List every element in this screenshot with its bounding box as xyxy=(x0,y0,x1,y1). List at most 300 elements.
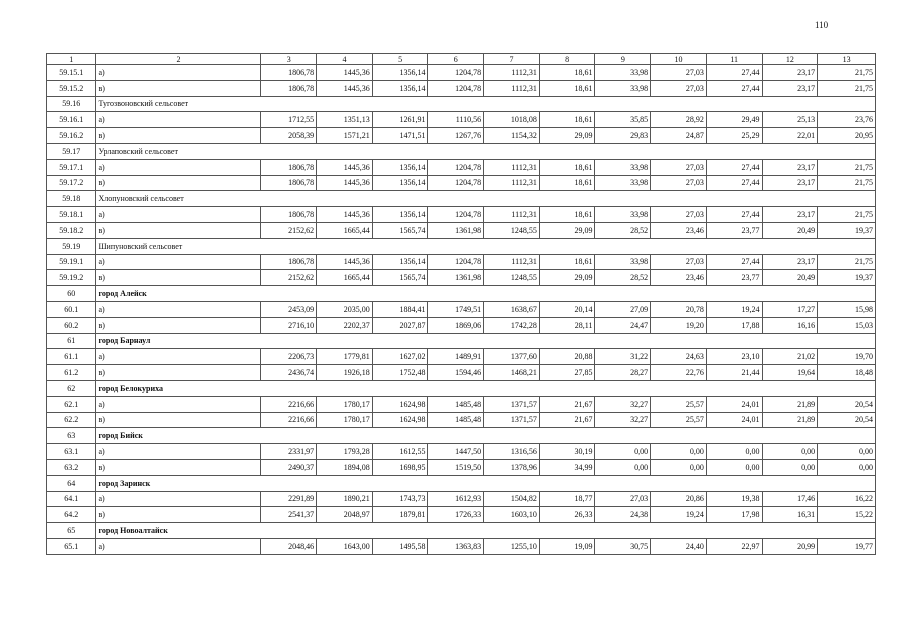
value-cell: 22,97 xyxy=(706,538,762,554)
value-cell: 1445,36 xyxy=(317,175,373,191)
value-cell: 20,14 xyxy=(539,301,595,317)
section-title: Урлаповский сельсовет xyxy=(96,143,876,159)
value-cell: 21,75 xyxy=(818,254,876,270)
row-code: 59.18 xyxy=(47,191,96,207)
column-header: 3 xyxy=(261,54,317,65)
value-cell: 2048,97 xyxy=(317,507,373,523)
value-cell: 18,61 xyxy=(539,80,595,96)
value-cell: 1594,46 xyxy=(428,365,484,381)
value-cell: 2152,62 xyxy=(261,270,317,286)
value-cell: 30,75 xyxy=(595,538,651,554)
value-cell: 2453,09 xyxy=(261,301,317,317)
value-cell: 1378,96 xyxy=(484,459,540,475)
section-title: город Барнаул xyxy=(96,333,876,349)
value-cell: 29,83 xyxy=(595,128,651,144)
value-cell: 0,00 xyxy=(651,459,707,475)
value-cell: 18,61 xyxy=(539,175,595,191)
section-row xyxy=(47,286,876,302)
section-row xyxy=(47,428,876,444)
value-cell: 29,09 xyxy=(539,270,595,286)
section-row xyxy=(47,380,876,396)
value-cell: 20,99 xyxy=(762,538,818,554)
value-cell: 27,09 xyxy=(595,301,651,317)
value-cell: 1806,78 xyxy=(261,159,317,175)
value-cell: 20,54 xyxy=(818,412,876,428)
row-code: 59.17.2 xyxy=(47,175,96,191)
row-code: 60 xyxy=(47,286,96,302)
value-cell: 1356,14 xyxy=(372,254,428,270)
value-cell: 2027,87 xyxy=(372,317,428,333)
value-cell: 24,01 xyxy=(706,412,762,428)
row-letter: в) xyxy=(96,128,261,144)
value-cell: 1742,28 xyxy=(484,317,540,333)
row-code: 62.1 xyxy=(47,396,96,412)
value-cell: 1267,76 xyxy=(428,128,484,144)
value-cell: 28,92 xyxy=(651,112,707,128)
row-code: 59.15.2 xyxy=(47,80,96,96)
value-cell: 18,61 xyxy=(539,112,595,128)
row-letter: а) xyxy=(96,112,261,128)
value-cell: 21,02 xyxy=(762,349,818,365)
value-cell: 1712,55 xyxy=(261,112,317,128)
value-cell: 31,22 xyxy=(595,349,651,365)
value-cell: 24,47 xyxy=(595,317,651,333)
value-cell: 27,03 xyxy=(651,159,707,175)
value-cell: 1356,14 xyxy=(372,65,428,81)
value-cell: 1519,50 xyxy=(428,459,484,475)
row-code: 64.1 xyxy=(47,491,96,507)
column-header: 13 xyxy=(818,54,876,65)
row-code: 60.1 xyxy=(47,301,96,317)
value-cell: 2436,74 xyxy=(261,365,317,381)
row-code: 64.2 xyxy=(47,507,96,523)
column-header: 4 xyxy=(317,54,373,65)
table-body xyxy=(47,65,876,555)
value-cell: 21,75 xyxy=(818,80,876,96)
value-cell: 1726,33 xyxy=(428,507,484,523)
value-cell: 1489,91 xyxy=(428,349,484,365)
table-row xyxy=(47,538,876,554)
row-letter: в) xyxy=(96,507,261,523)
value-cell: 1806,78 xyxy=(261,254,317,270)
value-cell: 1468,21 xyxy=(484,365,540,381)
section-row xyxy=(47,333,876,349)
value-cell: 1377,60 xyxy=(484,349,540,365)
value-cell: 2716,10 xyxy=(261,317,317,333)
value-cell: 27,44 xyxy=(706,254,762,270)
value-cell: 1749,51 xyxy=(428,301,484,317)
value-cell: 15,22 xyxy=(818,507,876,523)
value-cell: 22,01 xyxy=(762,128,818,144)
value-cell: 16,22 xyxy=(818,491,876,507)
value-cell: 24,40 xyxy=(651,538,707,554)
value-cell: 1780,17 xyxy=(317,412,373,428)
value-cell: 21,44 xyxy=(706,365,762,381)
row-code: 59.19 xyxy=(47,238,96,254)
value-cell: 1612,93 xyxy=(428,491,484,507)
value-cell: 20,54 xyxy=(818,396,876,412)
row-code: 59.17.1 xyxy=(47,159,96,175)
row-code: 65.1 xyxy=(47,538,96,554)
row-letter: в) xyxy=(96,222,261,238)
value-cell: 1248,55 xyxy=(484,222,540,238)
value-cell: 2058,39 xyxy=(261,128,317,144)
value-cell: 1504,82 xyxy=(484,491,540,507)
value-cell: 1363,83 xyxy=(428,538,484,554)
row-letter: в) xyxy=(96,270,261,286)
value-cell: 24,87 xyxy=(651,128,707,144)
table-row xyxy=(47,128,876,144)
column-header: 8 xyxy=(539,54,595,65)
value-cell: 1806,78 xyxy=(261,207,317,223)
value-cell: 17,88 xyxy=(706,317,762,333)
value-cell: 1316,56 xyxy=(484,444,540,460)
value-cell: 1371,57 xyxy=(484,396,540,412)
value-cell: 1643,00 xyxy=(317,538,373,554)
value-cell: 1445,36 xyxy=(317,159,373,175)
value-cell: 0,00 xyxy=(595,459,651,475)
table-row xyxy=(47,507,876,523)
value-cell: 19,70 xyxy=(818,349,876,365)
value-cell: 27,44 xyxy=(706,207,762,223)
value-cell: 23,46 xyxy=(651,270,707,286)
value-cell: 1565,74 xyxy=(372,270,428,286)
value-cell: 27,44 xyxy=(706,80,762,96)
value-cell: 27,03 xyxy=(651,207,707,223)
section-title: Хлопуновский сельсовет xyxy=(96,191,876,207)
value-cell: 23,17 xyxy=(762,254,818,270)
value-cell: 1445,36 xyxy=(317,207,373,223)
section-row xyxy=(47,238,876,254)
table-row xyxy=(47,112,876,128)
row-letter: в) xyxy=(96,80,261,96)
row-code: 62 xyxy=(47,380,96,396)
row-letter: а) xyxy=(96,301,261,317)
row-code: 59.15.1 xyxy=(47,65,96,81)
value-cell: 35,85 xyxy=(595,112,651,128)
row-letter: а) xyxy=(96,491,261,507)
row-code: 62.2 xyxy=(47,412,96,428)
column-header: 1 xyxy=(47,54,96,65)
value-cell: 27,03 xyxy=(651,80,707,96)
table-row xyxy=(47,365,876,381)
row-code: 63.1 xyxy=(47,444,96,460)
value-cell: 1361,98 xyxy=(428,270,484,286)
value-cell: 1612,55 xyxy=(372,444,428,460)
value-cell: 18,48 xyxy=(818,365,876,381)
row-code: 61 xyxy=(47,333,96,349)
value-cell: 18,61 xyxy=(539,65,595,81)
value-cell: 23,10 xyxy=(706,349,762,365)
table-row xyxy=(47,349,876,365)
value-cell: 2216,66 xyxy=(261,412,317,428)
value-cell: 29,49 xyxy=(706,112,762,128)
value-cell: 32,27 xyxy=(595,396,651,412)
value-cell: 33,98 xyxy=(595,159,651,175)
table-row xyxy=(47,301,876,317)
value-cell: 26,33 xyxy=(539,507,595,523)
value-cell: 1894,08 xyxy=(317,459,373,475)
value-cell: 2048,46 xyxy=(261,538,317,554)
value-cell: 1884,41 xyxy=(372,301,428,317)
value-cell: 33,98 xyxy=(595,207,651,223)
value-cell: 25,13 xyxy=(762,112,818,128)
value-cell: 21,75 xyxy=(818,159,876,175)
value-cell: 27,03 xyxy=(651,65,707,81)
value-cell: 1793,28 xyxy=(317,444,373,460)
row-letter: в) xyxy=(96,459,261,475)
value-cell: 21,89 xyxy=(762,396,818,412)
value-cell: 0,00 xyxy=(651,444,707,460)
row-letter: в) xyxy=(96,412,261,428)
value-cell: 21,75 xyxy=(818,207,876,223)
value-cell: 21,67 xyxy=(539,396,595,412)
value-cell: 1624,98 xyxy=(372,412,428,428)
value-cell: 20,95 xyxy=(818,128,876,144)
table-row xyxy=(47,491,876,507)
value-cell: 19,37 xyxy=(818,270,876,286)
value-cell: 0,00 xyxy=(818,459,876,475)
value-cell: 1361,98 xyxy=(428,222,484,238)
value-cell: 1779,81 xyxy=(317,349,373,365)
column-header: 7 xyxy=(484,54,540,65)
value-cell: 19,24 xyxy=(651,507,707,523)
value-cell: 0,00 xyxy=(706,459,762,475)
row-code: 59.19.1 xyxy=(47,254,96,270)
value-cell: 33,98 xyxy=(595,65,651,81)
value-cell: 1110,56 xyxy=(428,112,484,128)
value-cell: 24,38 xyxy=(595,507,651,523)
value-cell: 1638,67 xyxy=(484,301,540,317)
row-letter: а) xyxy=(96,349,261,365)
value-cell: 23,17 xyxy=(762,207,818,223)
value-cell: 18,77 xyxy=(539,491,595,507)
column-header: 12 xyxy=(762,54,818,65)
table-row xyxy=(47,175,876,191)
section-row xyxy=(47,96,876,112)
value-cell: 2202,37 xyxy=(317,317,373,333)
value-cell: 23,17 xyxy=(762,175,818,191)
value-cell: 25,57 xyxy=(651,396,707,412)
value-cell: 22,76 xyxy=(651,365,707,381)
value-cell: 20,78 xyxy=(651,301,707,317)
table-row xyxy=(47,444,876,460)
value-cell: 27,03 xyxy=(595,491,651,507)
value-cell: 17,98 xyxy=(706,507,762,523)
value-cell: 23,46 xyxy=(651,222,707,238)
row-code: 59.16 xyxy=(47,96,96,112)
value-cell: 19,38 xyxy=(706,491,762,507)
value-cell: 27,85 xyxy=(539,365,595,381)
section-row xyxy=(47,143,876,159)
row-letter: а) xyxy=(96,444,261,460)
value-cell: 1248,55 xyxy=(484,270,540,286)
value-cell: 1204,78 xyxy=(428,175,484,191)
column-header: 6 xyxy=(428,54,484,65)
value-cell: 33,98 xyxy=(595,80,651,96)
value-cell: 15,03 xyxy=(818,317,876,333)
column-header: 10 xyxy=(651,54,707,65)
section-title: Тугозвоновский сельсовет xyxy=(96,96,876,112)
value-cell: 28,27 xyxy=(595,365,651,381)
value-cell: 23,77 xyxy=(706,222,762,238)
row-letter: а) xyxy=(96,538,261,554)
row-code: 59.18.1 xyxy=(47,207,96,223)
value-cell: 19,09 xyxy=(539,538,595,554)
value-cell: 30,19 xyxy=(539,444,595,460)
value-cell: 1890,21 xyxy=(317,491,373,507)
value-cell: 20,49 xyxy=(762,222,818,238)
row-letter: а) xyxy=(96,396,261,412)
value-cell: 1806,78 xyxy=(261,175,317,191)
value-cell: 18,61 xyxy=(539,159,595,175)
value-cell: 17,46 xyxy=(762,491,818,507)
section-title: Шипуновский сельсовет xyxy=(96,238,876,254)
value-cell: 1371,57 xyxy=(484,412,540,428)
value-cell: 23,17 xyxy=(762,65,818,81)
column-header: 9 xyxy=(595,54,651,65)
value-cell: 23,17 xyxy=(762,159,818,175)
value-cell: 21,89 xyxy=(762,412,818,428)
value-cell: 1112,31 xyxy=(484,65,540,81)
value-cell: 1445,36 xyxy=(317,254,373,270)
value-cell: 1665,44 xyxy=(317,222,373,238)
row-letter: а) xyxy=(96,254,261,270)
value-cell: 1780,17 xyxy=(317,396,373,412)
value-cell: 27,03 xyxy=(651,175,707,191)
value-cell: 18,61 xyxy=(539,207,595,223)
value-cell: 1926,18 xyxy=(317,365,373,381)
value-cell: 1356,14 xyxy=(372,207,428,223)
value-cell: 1485,48 xyxy=(428,412,484,428)
value-cell: 29,09 xyxy=(539,128,595,144)
value-cell: 19,77 xyxy=(818,538,876,554)
table-row xyxy=(47,222,876,238)
table-row xyxy=(47,317,876,333)
column-header: 2 xyxy=(96,54,261,65)
section-row xyxy=(47,523,876,539)
value-cell: 27,44 xyxy=(706,159,762,175)
row-letter: а) xyxy=(96,65,261,81)
value-cell: 0,00 xyxy=(762,459,818,475)
value-cell: 24,01 xyxy=(706,396,762,412)
row-letter: а) xyxy=(96,207,261,223)
row-code: 63 xyxy=(47,428,96,444)
row-code: 65 xyxy=(47,523,96,539)
value-cell: 2206,73 xyxy=(261,349,317,365)
value-cell: 1112,31 xyxy=(484,207,540,223)
value-cell: 1204,78 xyxy=(428,65,484,81)
header-row xyxy=(47,54,876,65)
value-cell: 27,44 xyxy=(706,175,762,191)
row-code: 60.2 xyxy=(47,317,96,333)
value-cell: 28,52 xyxy=(595,222,651,238)
value-cell: 21,75 xyxy=(818,175,876,191)
value-cell: 33,98 xyxy=(595,175,651,191)
value-cell: 20,86 xyxy=(651,491,707,507)
table-row xyxy=(47,396,876,412)
value-cell: 24,63 xyxy=(651,349,707,365)
value-cell: 1204,78 xyxy=(428,80,484,96)
value-cell: 1112,31 xyxy=(484,159,540,175)
value-cell: 1204,78 xyxy=(428,207,484,223)
value-cell: 1445,36 xyxy=(317,65,373,81)
row-code: 63.2 xyxy=(47,459,96,475)
value-cell: 19,20 xyxy=(651,317,707,333)
row-code: 59.16.2 xyxy=(47,128,96,144)
value-cell: 1261,91 xyxy=(372,112,428,128)
value-cell: 27,03 xyxy=(651,254,707,270)
value-cell: 19,37 xyxy=(818,222,876,238)
value-cell: 29,09 xyxy=(539,222,595,238)
row-letter: в) xyxy=(96,317,261,333)
value-cell: 1698,95 xyxy=(372,459,428,475)
value-cell: 2152,62 xyxy=(261,222,317,238)
table-row xyxy=(47,159,876,175)
row-code: 59.17 xyxy=(47,143,96,159)
value-cell: 21,67 xyxy=(539,412,595,428)
value-cell: 1112,31 xyxy=(484,175,540,191)
value-cell: 1665,44 xyxy=(317,270,373,286)
row-code: 59.16.1 xyxy=(47,112,96,128)
value-cell: 0,00 xyxy=(706,444,762,460)
value-cell: 1571,21 xyxy=(317,128,373,144)
value-cell: 1204,78 xyxy=(428,159,484,175)
value-cell: 20,88 xyxy=(539,349,595,365)
value-cell: 1879,81 xyxy=(372,507,428,523)
row-code: 61.1 xyxy=(47,349,96,365)
row-letter: а) xyxy=(96,159,261,175)
value-cell: 1603,10 xyxy=(484,507,540,523)
value-cell: 1356,14 xyxy=(372,159,428,175)
table-row xyxy=(47,459,876,475)
value-cell: 1627,02 xyxy=(372,349,428,365)
value-cell: 1495,58 xyxy=(372,538,428,554)
value-cell: 1351,13 xyxy=(317,112,373,128)
tariff-table xyxy=(46,53,876,555)
section-title: город Заринск xyxy=(96,475,876,491)
value-cell: 2331,97 xyxy=(261,444,317,460)
section-title: город Алейск xyxy=(96,286,876,302)
value-cell: 28,11 xyxy=(539,317,595,333)
table-row xyxy=(47,65,876,81)
value-cell: 1255,10 xyxy=(484,538,540,554)
value-cell: 1485,48 xyxy=(428,396,484,412)
value-cell: 23,17 xyxy=(762,80,818,96)
value-cell: 17,27 xyxy=(762,301,818,317)
value-cell: 1112,31 xyxy=(484,254,540,270)
value-cell: 20,49 xyxy=(762,270,818,286)
table-row xyxy=(47,207,876,223)
value-cell: 25,29 xyxy=(706,128,762,144)
section-title: город Белокуриха xyxy=(96,380,876,396)
row-code: 61.2 xyxy=(47,365,96,381)
table-row xyxy=(47,254,876,270)
page-number: 110 xyxy=(815,20,829,30)
value-cell: 1447,50 xyxy=(428,444,484,460)
section-row xyxy=(47,191,876,207)
table-row xyxy=(47,412,876,428)
row-code: 59.19.2 xyxy=(47,270,96,286)
value-cell: 2490,37 xyxy=(261,459,317,475)
value-cell: 1356,14 xyxy=(372,80,428,96)
value-cell: 1565,74 xyxy=(372,222,428,238)
value-cell: 1204,78 xyxy=(428,254,484,270)
value-cell: 19,24 xyxy=(706,301,762,317)
value-cell: 1154,32 xyxy=(484,128,540,144)
value-cell: 2541,37 xyxy=(261,507,317,523)
value-cell: 16,31 xyxy=(762,507,818,523)
